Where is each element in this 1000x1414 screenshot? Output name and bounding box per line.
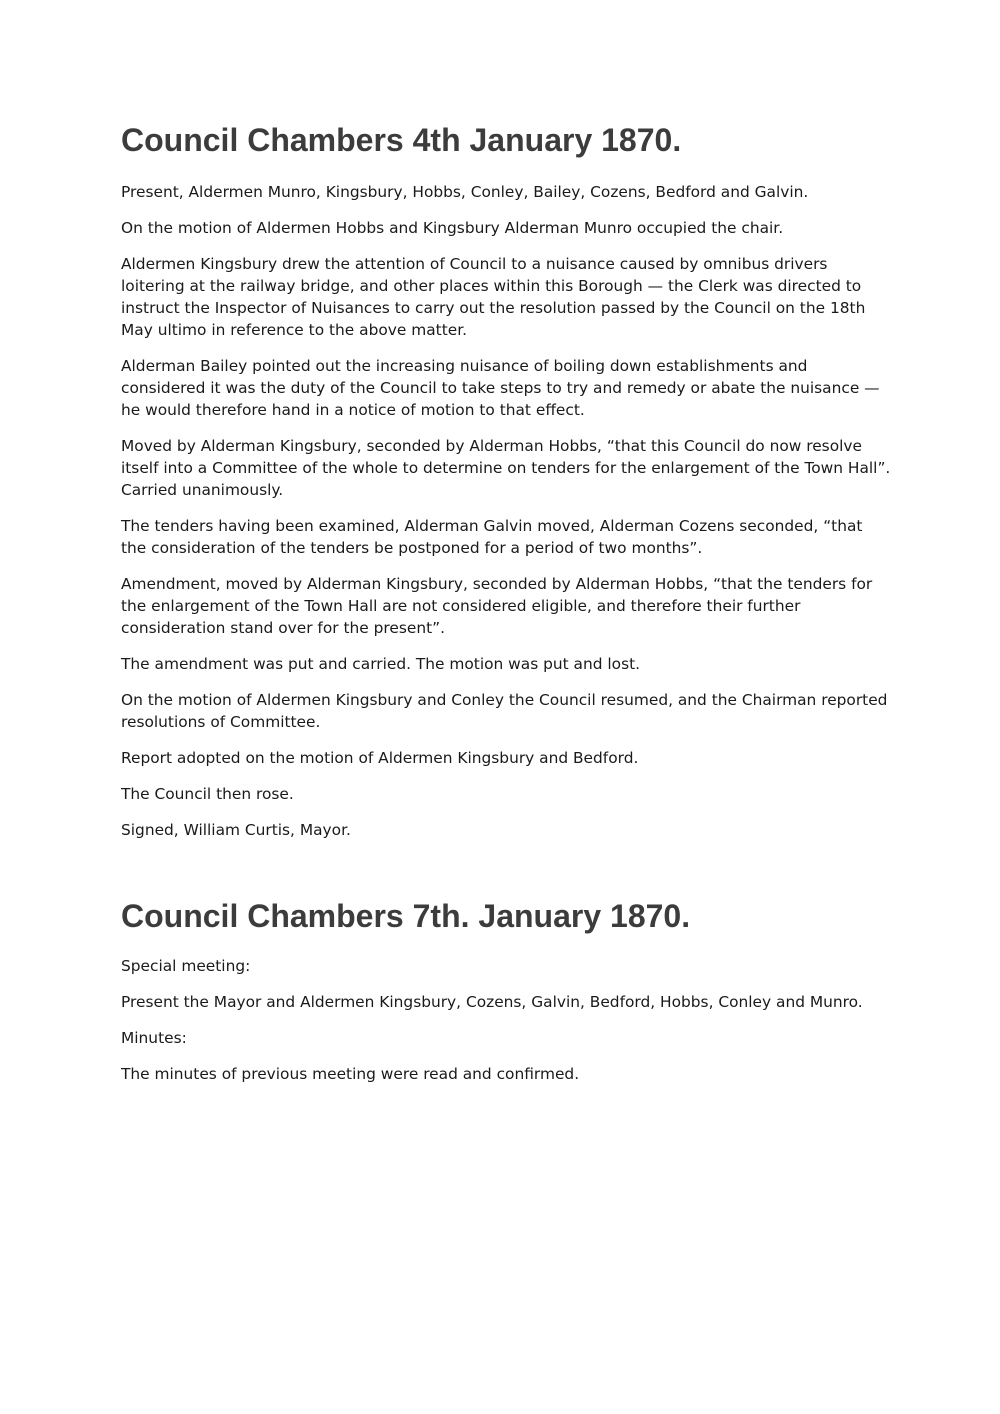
meeting-minutes-7-january	[121, 897, 891, 1085]
meeting-minutes-4-january	[121, 121, 891, 841]
section-heading: Council Chambers 7th. January 1870.	[121, 898, 691, 934]
minutes-label-paragraph: Minutes:	[121, 1029, 187, 1047]
meeting-type-paragraph: Special meeting:	[121, 957, 251, 975]
omnibus-nuisance-paragraph: Aldermen Kingsbury drew the attention of Council to a nuisance caused by omnibus drivers loitering at the railway bridge, and other places within this Borough — the Clerk was directed to instruct the Inspector of Nuisances to carry out the resolution passed by the Council on the 18th May ultimo in reference to the above matter.	[121, 255, 866, 339]
report-adopted-paragraph: Report adopted on the motion of Aldermen Kingsbury and Bedford.	[121, 749, 639, 767]
attendance-paragraph: Present, Aldermen Munro, Kingsbury, Hobbs, Conley, Bailey, Cozens, Bedford and Galvin.	[121, 183, 809, 201]
minutes-confirmed-paragraph: The minutes of previous meeting were read and confirmed.	[121, 1065, 580, 1083]
signature-paragraph: Signed, William Curtis, Mayor.	[121, 821, 351, 839]
council-rose-paragraph: The Council then rose.	[121, 785, 294, 803]
vote-result-paragraph: The amendment was put and carried. The motion was put and lost.	[121, 655, 641, 673]
council-resumed-paragraph: On the motion of Aldermen Kingsbury and Conley the Council resumed, and the Chairman reported resolutions of Committee.	[121, 691, 888, 731]
document-page	[121, 0, 891, 1099]
section-heading: Council Chambers 4th January 1870.	[121, 122, 682, 158]
boiling-down-paragraph: Alderman Bailey pointed out the increasing nuisance of boiling down establishments and considered it was the duty of the Council to take steps to try and remedy or abate the nuisance — he would therefore hand in a notice of motion to that effect.	[121, 357, 880, 419]
tenders-motion-paragraph: The tenders having been examined, Alderman Galvin moved, Alderman Cozens seconded, “that the consideration of the tenders be postponed for a period of two months”.	[121, 517, 863, 557]
committee-motion-paragraph: Moved by Alderman Kingsbury, seconded by Alderman Hobbs, “that this Council do now resolve itself into a Committee of the whole to determine on tenders for the enlargement of the Town Hall”. Carried unanimously.	[121, 437, 891, 499]
amendment-paragraph: Amendment, moved by Alderman Kingsbury, seconded by Alderman Hobbs, “that the tenders for the enlargement of the Town Hall are not considered eligible, and therefore their further consideration stand over for the present”.	[121, 575, 873, 637]
chair-paragraph: On the motion of Aldermen Hobbs and Kingsbury Alderman Munro occupied the chair.	[121, 219, 784, 237]
attendance-paragraph: Present the Mayor and Aldermen Kingsbury, Cozens, Galvin, Bedford, Hobbs, Conley and Munro.	[121, 993, 863, 1011]
